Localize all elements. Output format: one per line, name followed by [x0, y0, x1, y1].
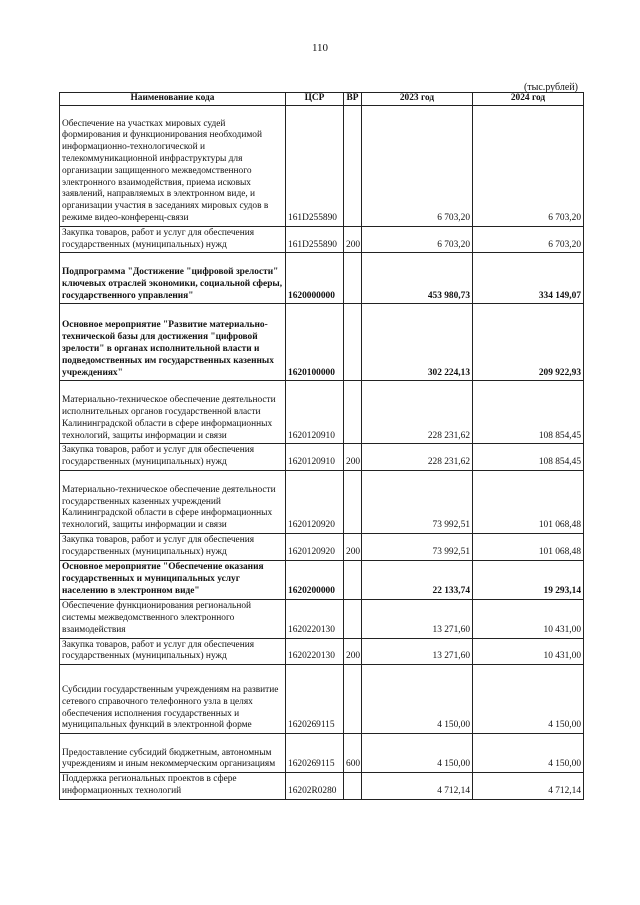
row-vr: 200: [344, 533, 362, 560]
row-vr: [344, 665, 362, 734]
column-header-2023: 2023 год: [362, 93, 473, 106]
row-2023: 4 150,00: [362, 734, 473, 773]
row-2024: 101 068,48: [473, 470, 584, 533]
row-2023: 4 712,14: [362, 773, 473, 800]
table-row: [60, 381, 584, 444]
units-label: (тыс.рублей): [523, 82, 578, 93]
row-csr: 1620269115: [286, 734, 344, 773]
row-2024: 6 703,20: [473, 226, 584, 253]
row-vr: [344, 253, 362, 304]
row-2023: 302 224,13: [362, 304, 473, 381]
row-csr: 1620120910: [286, 444, 344, 471]
row-name: Поддержка региональных проектов в сфере информационных технологий: [60, 773, 286, 800]
row-csr: 1620100000: [286, 304, 344, 381]
row-vr: 200: [344, 226, 362, 253]
row-vr: [344, 381, 362, 444]
row-vr: 200: [344, 638, 362, 665]
row-vr: 600: [344, 734, 362, 773]
row-name: Обеспечение функционирования региональной системы межведомственного электронного взаимодействия: [60, 599, 286, 638]
row-csr: 1620000000: [286, 253, 344, 304]
row-2024: 209 922,93: [473, 304, 584, 381]
table-row: [60, 226, 584, 253]
row-name: Основное мероприятие "Обеспечение оказания государственных и муниципальных услуг населению в электронном виде": [60, 560, 286, 599]
row-2023: 13 271,60: [362, 638, 473, 665]
page-number: 110: [311, 42, 329, 54]
row-name: Подпрограмма "Достижение "цифровой зрелости" ключевых отраслей экономики, социальной сферы, государственного управления": [60, 253, 286, 304]
row-vr: [344, 105, 362, 226]
row-csr: 161D255890: [286, 105, 344, 226]
row-vr: [344, 470, 362, 533]
row-2024: 10 431,00: [473, 638, 584, 665]
budget-table: [59, 92, 584, 800]
row-name: Закупка товаров, работ и услуг для обеспечения государственных (муниципальных) нужд: [60, 444, 286, 471]
table-row: [60, 734, 584, 773]
row-name: Закупка товаров, работ и услуг для обеспечения государственных (муниципальных) нужд: [60, 638, 286, 665]
row-2024: 4 150,00: [473, 665, 584, 734]
row-csr: 1620220130: [286, 638, 344, 665]
row-csr: 1620220130: [286, 599, 344, 638]
row-vr: [344, 599, 362, 638]
table-body: [60, 105, 584, 799]
row-2023: 73 992,51: [362, 533, 473, 560]
table-row: [60, 105, 584, 226]
row-csr: 1620120910: [286, 381, 344, 444]
column-header-csr: ЦСР: [286, 93, 344, 106]
row-name: Материально-техническое обеспечение деятельности исполнительных органов государственной власти Калининградской области в сфере информационных технологий, защиты информации и связи: [60, 381, 286, 444]
row-vr: [344, 304, 362, 381]
row-2023: 6 703,20: [362, 226, 473, 253]
table-row: [60, 599, 584, 638]
row-2024: 101 068,48: [473, 533, 584, 560]
row-csr: 1620269115: [286, 665, 344, 734]
row-name: Предоставление субсидий бюджетным, автономным учреждениям и иным некоммерческим организациям: [60, 734, 286, 773]
row-2023: 22 133,74: [362, 560, 473, 599]
row-vr: [344, 773, 362, 800]
column-header-name: Наименование кода: [60, 93, 286, 106]
row-2024: 108 854,45: [473, 444, 584, 471]
row-csr: 1620120920: [286, 533, 344, 560]
row-2023: 228 231,62: [362, 381, 473, 444]
row-2023: 4 150,00: [362, 665, 473, 734]
row-name: Закупка товаров, работ и услуг для обеспечения государственных (муниципальных) нужд: [60, 226, 286, 253]
row-name: Основное мероприятие "Развитие материально-технической базы для достижения "цифровой зрелости" в органах исполнительной власти и подведомственных им государственных казенных учреждениях": [60, 304, 286, 381]
table-row: [60, 444, 584, 471]
table-row: [60, 253, 584, 304]
table-row: [60, 533, 584, 560]
table-row: [60, 773, 584, 800]
row-2024: 19 293,14: [473, 560, 584, 599]
row-2023: 228 231,62: [362, 444, 473, 471]
row-csr: 1620200000: [286, 560, 344, 599]
row-2024: 108 854,45: [473, 381, 584, 444]
row-2023: 6 703,20: [362, 105, 473, 226]
row-name: Материально-техническое обеспечение деятельности государственных казенных учреждений Калининградской области в сфере информационных технологий, защиты информации и связи: [60, 470, 286, 533]
table-row: [60, 560, 584, 599]
row-2024: 334 149,07: [473, 253, 584, 304]
row-2024: 6 703,20: [473, 105, 584, 226]
row-csr: 1620120920: [286, 470, 344, 533]
column-header-vr: ВР: [344, 93, 362, 106]
row-csr: 161D255890: [286, 226, 344, 253]
row-vr: 200: [344, 444, 362, 471]
table-row: [60, 470, 584, 533]
table-header-row: [60, 93, 584, 106]
row-2023: 73 992,51: [362, 470, 473, 533]
table-row: [60, 304, 584, 381]
row-name: Субсидии государственным учреждениям на развитие сетевого справочного телефонного узла в целях обеспечения исполнения государственных и муниципальных функций в электронной форме: [60, 665, 286, 734]
table-row: [60, 665, 584, 734]
row-2024: 4 150,00: [473, 734, 584, 773]
row-name: Закупка товаров, работ и услуг для обеспечения государственных (муниципальных) нужд: [60, 533, 286, 560]
row-vr: [344, 560, 362, 599]
row-csr: 16202R0280: [286, 773, 344, 800]
row-2023: 453 980,73: [362, 253, 473, 304]
row-2024: 4 712,14: [473, 773, 584, 800]
column-header-2024: 2024 год: [473, 93, 584, 106]
row-2023: 13 271,60: [362, 599, 473, 638]
row-name: Обеспечение на участках мировых судей формирования и функционирования необходимой информационно-технологической и телекоммуникационной инфраструктуры для организации защищенного межведомственного электронного взаимодействия, приема исковых заявлений, направляемых в электронном виде, и организации участия в заседаниях мировых судов в режиме видео-конференц-связи: [60, 105, 286, 226]
table-row: [60, 638, 584, 665]
row-2024: 10 431,00: [473, 599, 584, 638]
